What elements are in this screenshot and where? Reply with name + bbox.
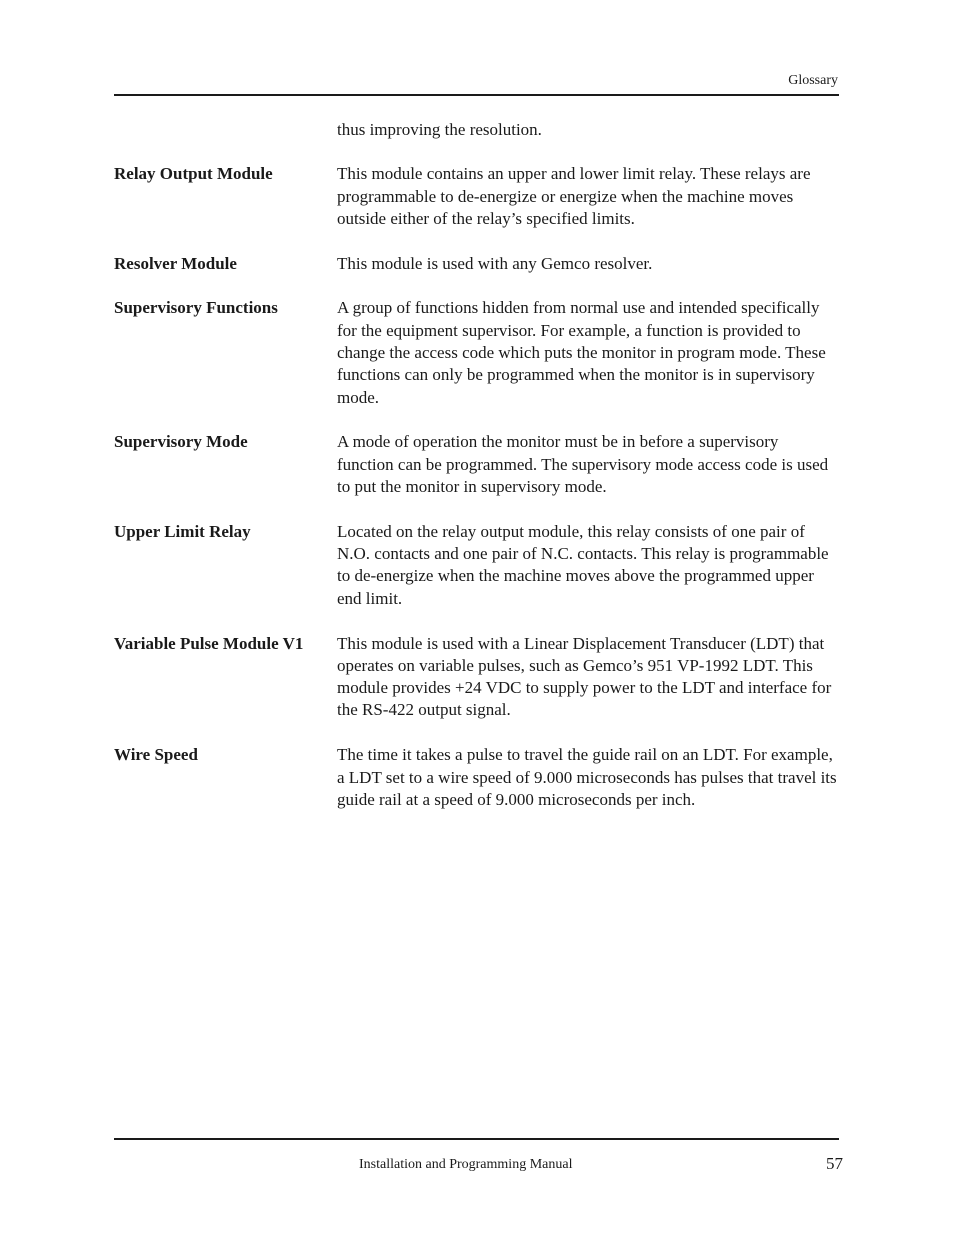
glossary-definition: The time it takes a pulse to travel the guide rail on an LDT. For example, a LDT set to a wire speed of 9.000 microseconds has pulses that travel its guide rail at a speed of 9.000 microseconds per inch. — [337, 745, 837, 809]
glossary-entry — [114, 163, 839, 230]
glossary-entry — [114, 431, 839, 498]
glossary-definition: This module contains an upper and lower limit relay. These relays are programmable to de-energize or energize when the machine moves outside either of the relay’s specified limits. — [337, 164, 811, 228]
glossary-definition: A group of functions hidden from normal use and intended specifically for the equipment supervisor. For example, a function is provided to change the access code which puts the monitor in program mode. These functions can only be programmed when the monitor is in supervisory mode. — [337, 298, 826, 407]
glossary-content — [114, 119, 839, 834]
glossary-definition: This module is used with a Linear Displacement Transducer (LDT) that operates on variable pulses, such as Gemco’s 951 VP-1992 LDT. This module provides +24 VDC to supply power to the LDT and interface for the RS-422 output signal. — [337, 633, 832, 720]
glossary-entry — [114, 633, 839, 722]
glossary-entry — [114, 744, 839, 811]
glossary-term: Variable Pulse Module V1 — [114, 633, 304, 653]
glossary-term: Supervisory Functions — [114, 298, 278, 318]
glossary-term: Resolver Module — [114, 253, 237, 273]
footer-title: Installation and Programming Manual — [359, 1157, 573, 1172]
glossary-definition: Located on the relay output module, this relay consists of one pair of N.O. contacts and one pair of N.C. contacts. This relay is programmable to de-energize when the machine moves above the programmed upper end limit. — [337, 521, 829, 608]
header-rule — [114, 94, 839, 96]
glossary-term: Wire Speed — [114, 745, 198, 765]
continued-definition: thus improving the resolution. — [337, 120, 542, 139]
glossary-entry — [114, 521, 839, 610]
footer-rule — [114, 1138, 839, 1140]
glossary-term: Supervisory Mode — [114, 432, 248, 452]
glossary-definition: A mode of operation the monitor must be in before a supervisory function can be programmed. The supervisory mode access code is used to put the monitor in supervisory mode. — [337, 432, 829, 497]
running-header: Glossary — [788, 73, 838, 88]
glossary-term: Relay Output Module — [114, 164, 273, 184]
glossary-entry — [114, 253, 839, 275]
page-number: 57 — [826, 1154, 843, 1173]
glossary-entry — [114, 297, 839, 408]
glossary-term: Upper Limit Relay — [114, 521, 251, 541]
glossary-definition: This module is used with any Gemco resolver. — [337, 253, 653, 273]
